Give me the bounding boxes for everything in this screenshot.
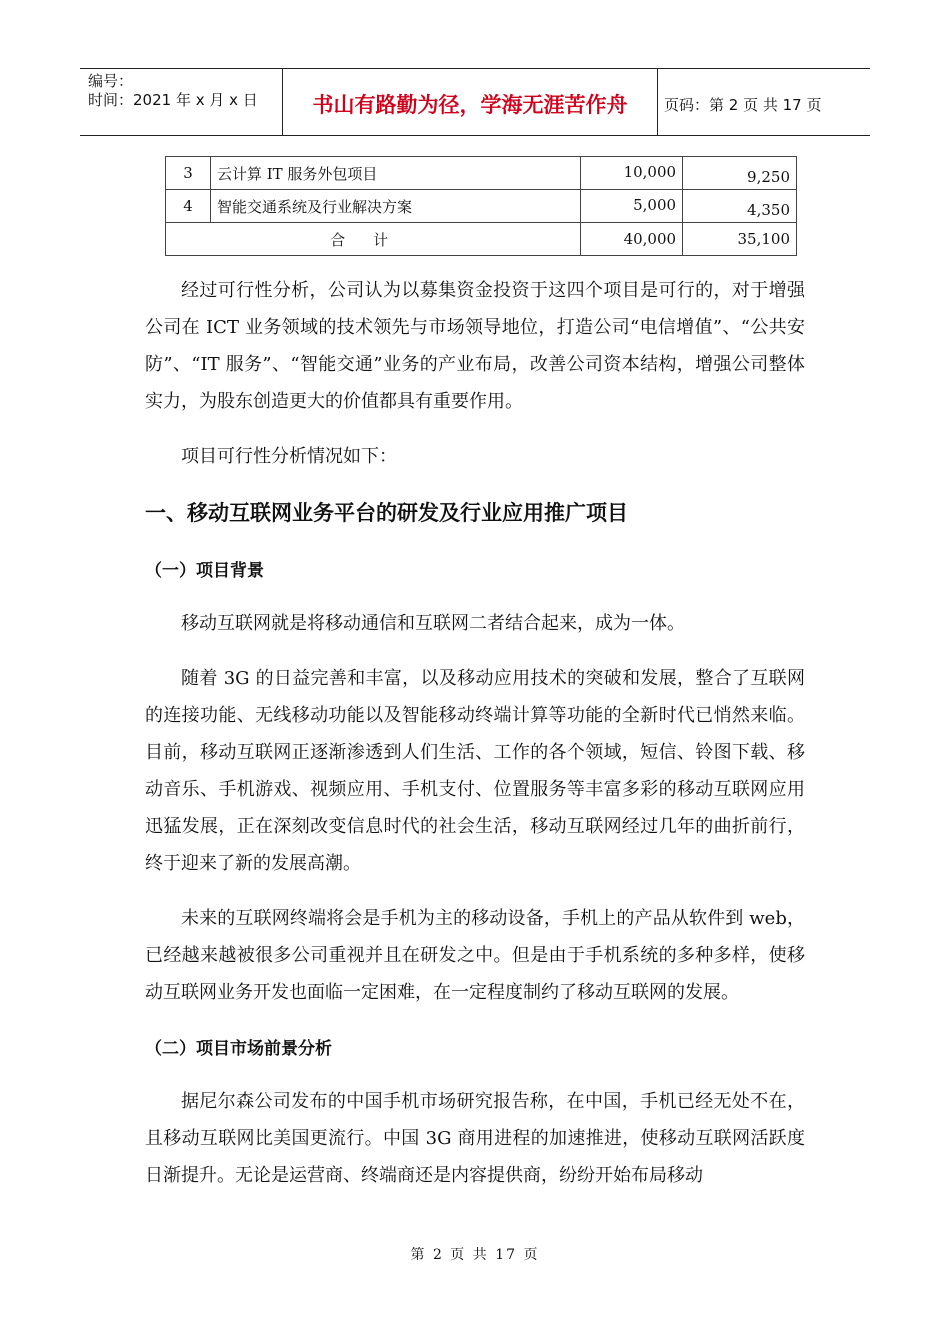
subsection-heading: （二）项目市场前景分析 bbox=[145, 1039, 332, 1059]
time-label: 时间：2021 年 x 月 x 日 bbox=[88, 91, 258, 109]
row-number: 3 bbox=[166, 157, 211, 190]
document-body bbox=[145, 272, 805, 1212]
paragraph: 经过可行性分析，公司认为以募集资金投资于这四个项目是可行的，对于增强公司在 ICT 业务领域的技术领先与市场领导地位，打造公司“电信增值”、“公共安防”、“IT 服务”、“智能交通”业务的产业布局，改善公司资本结构，增强公司整体实力，为股东创造更大的价值都具有重要作用。 bbox=[145, 280, 805, 412]
investment-table bbox=[165, 156, 797, 256]
paragraph: 随着 3G 的日益完善和丰富，以及移动应用技术的突破和发展，整合了互联网的连接功能、无线移动功能以及智能移动终端计算等功能的全新时代已悄然来临。目前，移动互联网正逐渐渗透到人们生活、工作的各个领域，短信、铃图下载、移动音乐、手机游戏、视频应用、手机支付、位置服务等丰富多彩的移动互联网应用迅猛发展，正在深刻改变信息时代的社会生活，移动互联网经过几年的曲折前行，终于迎来了新的发展高潮。 bbox=[145, 668, 805, 874]
paragraph: 项目可行性分析情况如下： bbox=[181, 446, 397, 467]
total-investment-sum: 40,000 bbox=[581, 223, 683, 256]
header-page-info: 页码：第 2 页 共 17 页 bbox=[664, 95, 822, 114]
project-name: 云计算 IT 服务外包项目 bbox=[210, 157, 580, 190]
total-label: 合计 bbox=[166, 223, 581, 256]
header-motto: 书山有路勤为径，学海无涯苦作舟 bbox=[282, 69, 658, 135]
table-total-row bbox=[166, 223, 797, 256]
raised-funds: 9,250 bbox=[683, 157, 797, 190]
paragraph: 据尼尔森公司发布的中国手机市场研究报告称，在中国，手机已经无处不在，且移动互联网比美国更流行。中国 3G 商用进程的加速推进，使移动互联网活跃度日渐提升。无论是运营商、终端商还是内容提供商，纷纷开始布局移动 bbox=[145, 1091, 805, 1186]
number-label: 编号： bbox=[88, 72, 134, 90]
project-name: 智能交通系统及行业解决方案 bbox=[210, 190, 580, 223]
page-footer: 第 2 页 共 17 页 bbox=[410, 1247, 540, 1263]
total-investment: 5,000 bbox=[581, 190, 683, 223]
header-meta bbox=[80, 69, 282, 135]
table-row bbox=[166, 157, 797, 190]
raised-funds: 4,350 bbox=[683, 190, 797, 223]
paragraph: 未来的互联网终端将会是手机为主的移动设备，手机上的产品从软件到 web，已经越来越被很多公司重视并且在研发之中。但是由于手机系统的多种多样，使移动互联网业务开发也面临一定困难，在一定程度制约了移动互联网的发展。 bbox=[145, 908, 805, 1003]
total-investment: 10,000 bbox=[581, 157, 683, 190]
page-header bbox=[80, 68, 870, 136]
raised-funds-sum: 35,100 bbox=[683, 223, 797, 256]
row-number: 4 bbox=[166, 190, 211, 223]
section-heading: 一、移动互联网业务平台的研发及行业应用推广项目 bbox=[145, 501, 628, 525]
paragraph: 移动互联网就是将移动通信和互联网二者结合起来，成为一体。 bbox=[181, 613, 685, 634]
subsection-heading: （一）项目背景 bbox=[145, 561, 264, 581]
table-row bbox=[166, 190, 797, 223]
